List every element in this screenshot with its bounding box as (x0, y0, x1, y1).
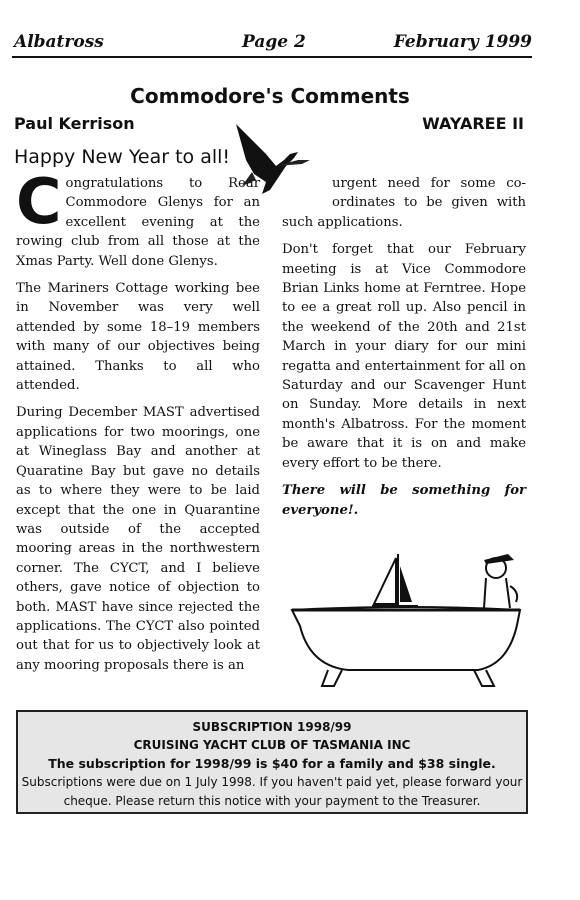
article-author: Paul Kerrison (14, 114, 135, 133)
paragraph-coordinates: urgent need for some co-ordinates to be given with such applications. (282, 176, 526, 230)
subscription-instructions: Subscriptions were due on 1 July 1998. If you haven't paid yet, please forward your cheque. Please return this notice with your payment to the Treasurer. (21, 775, 523, 808)
drop-cap: C (16, 165, 62, 238)
column-left (16, 165, 260, 683)
boat-name: WAYAREE II (422, 114, 524, 133)
subscription-fees: The subscription for 1998/99 is $40 for a family and $38 single. (48, 756, 496, 771)
article-title: Commodore's Comments (130, 84, 410, 108)
paragraph-congratulations: ongratulations to Rear Commodore Glenys for an excellent evening at the rowing club from all those at the Xmas Party. Well done Glenys. (16, 176, 260, 269)
subscription-notice-box (16, 710, 528, 814)
page-number: Page 2 (242, 32, 306, 52)
paragraph-mariners-cottage: The Mariners Cottage working bee in November was very well attended by some 18–19 members with many of our objectives being attained. Thanks to all who attended. (16, 281, 260, 394)
paragraph-february-meeting: Don't forget that our February meeting is at Vice Commodore Brian Links home at Ferntree. Hope to ee a great roll up. Also pencil in the weekend of the 20th and 21st March in your diary for our mini regatta and entertainment for all on Saturday and our Scavenger Hunt on Sunday. More details in next month's Albatross. For the moment be aware that it is on and make every effort to be there. (282, 242, 526, 471)
paragraph-something-for-everyone: There will be something for everyone!. (282, 483, 526, 518)
subscription-heading: SUBSCRIPTION 1998/99 (192, 720, 352, 734)
club-name: CRUISING YACHT CLUB OF TASMANIA INC (133, 738, 411, 752)
issue-date: February 1999 (393, 32, 532, 52)
paragraph-moorings: During December MAST advertised applications for two moorings, one at Wineglass Bay and another at Quaratine Bay but gave no details as to where they were to be laid except that the one in Quarantine was outside of the accepted mooring areas in the northwestern corner. The CYCT, and I believe others, gave notice of objection to both. MAST have since rejected the applications. The CYCT also pointed out that for us to objectively look at any mooring proposals there is an (16, 405, 260, 673)
greeting-heading: Happy New Year to all! (14, 146, 231, 168)
newsletter-name: Albatross (14, 32, 104, 52)
page-header (12, 32, 532, 58)
bathtub-sailor-illustration (288, 546, 528, 696)
column-right (282, 174, 526, 528)
